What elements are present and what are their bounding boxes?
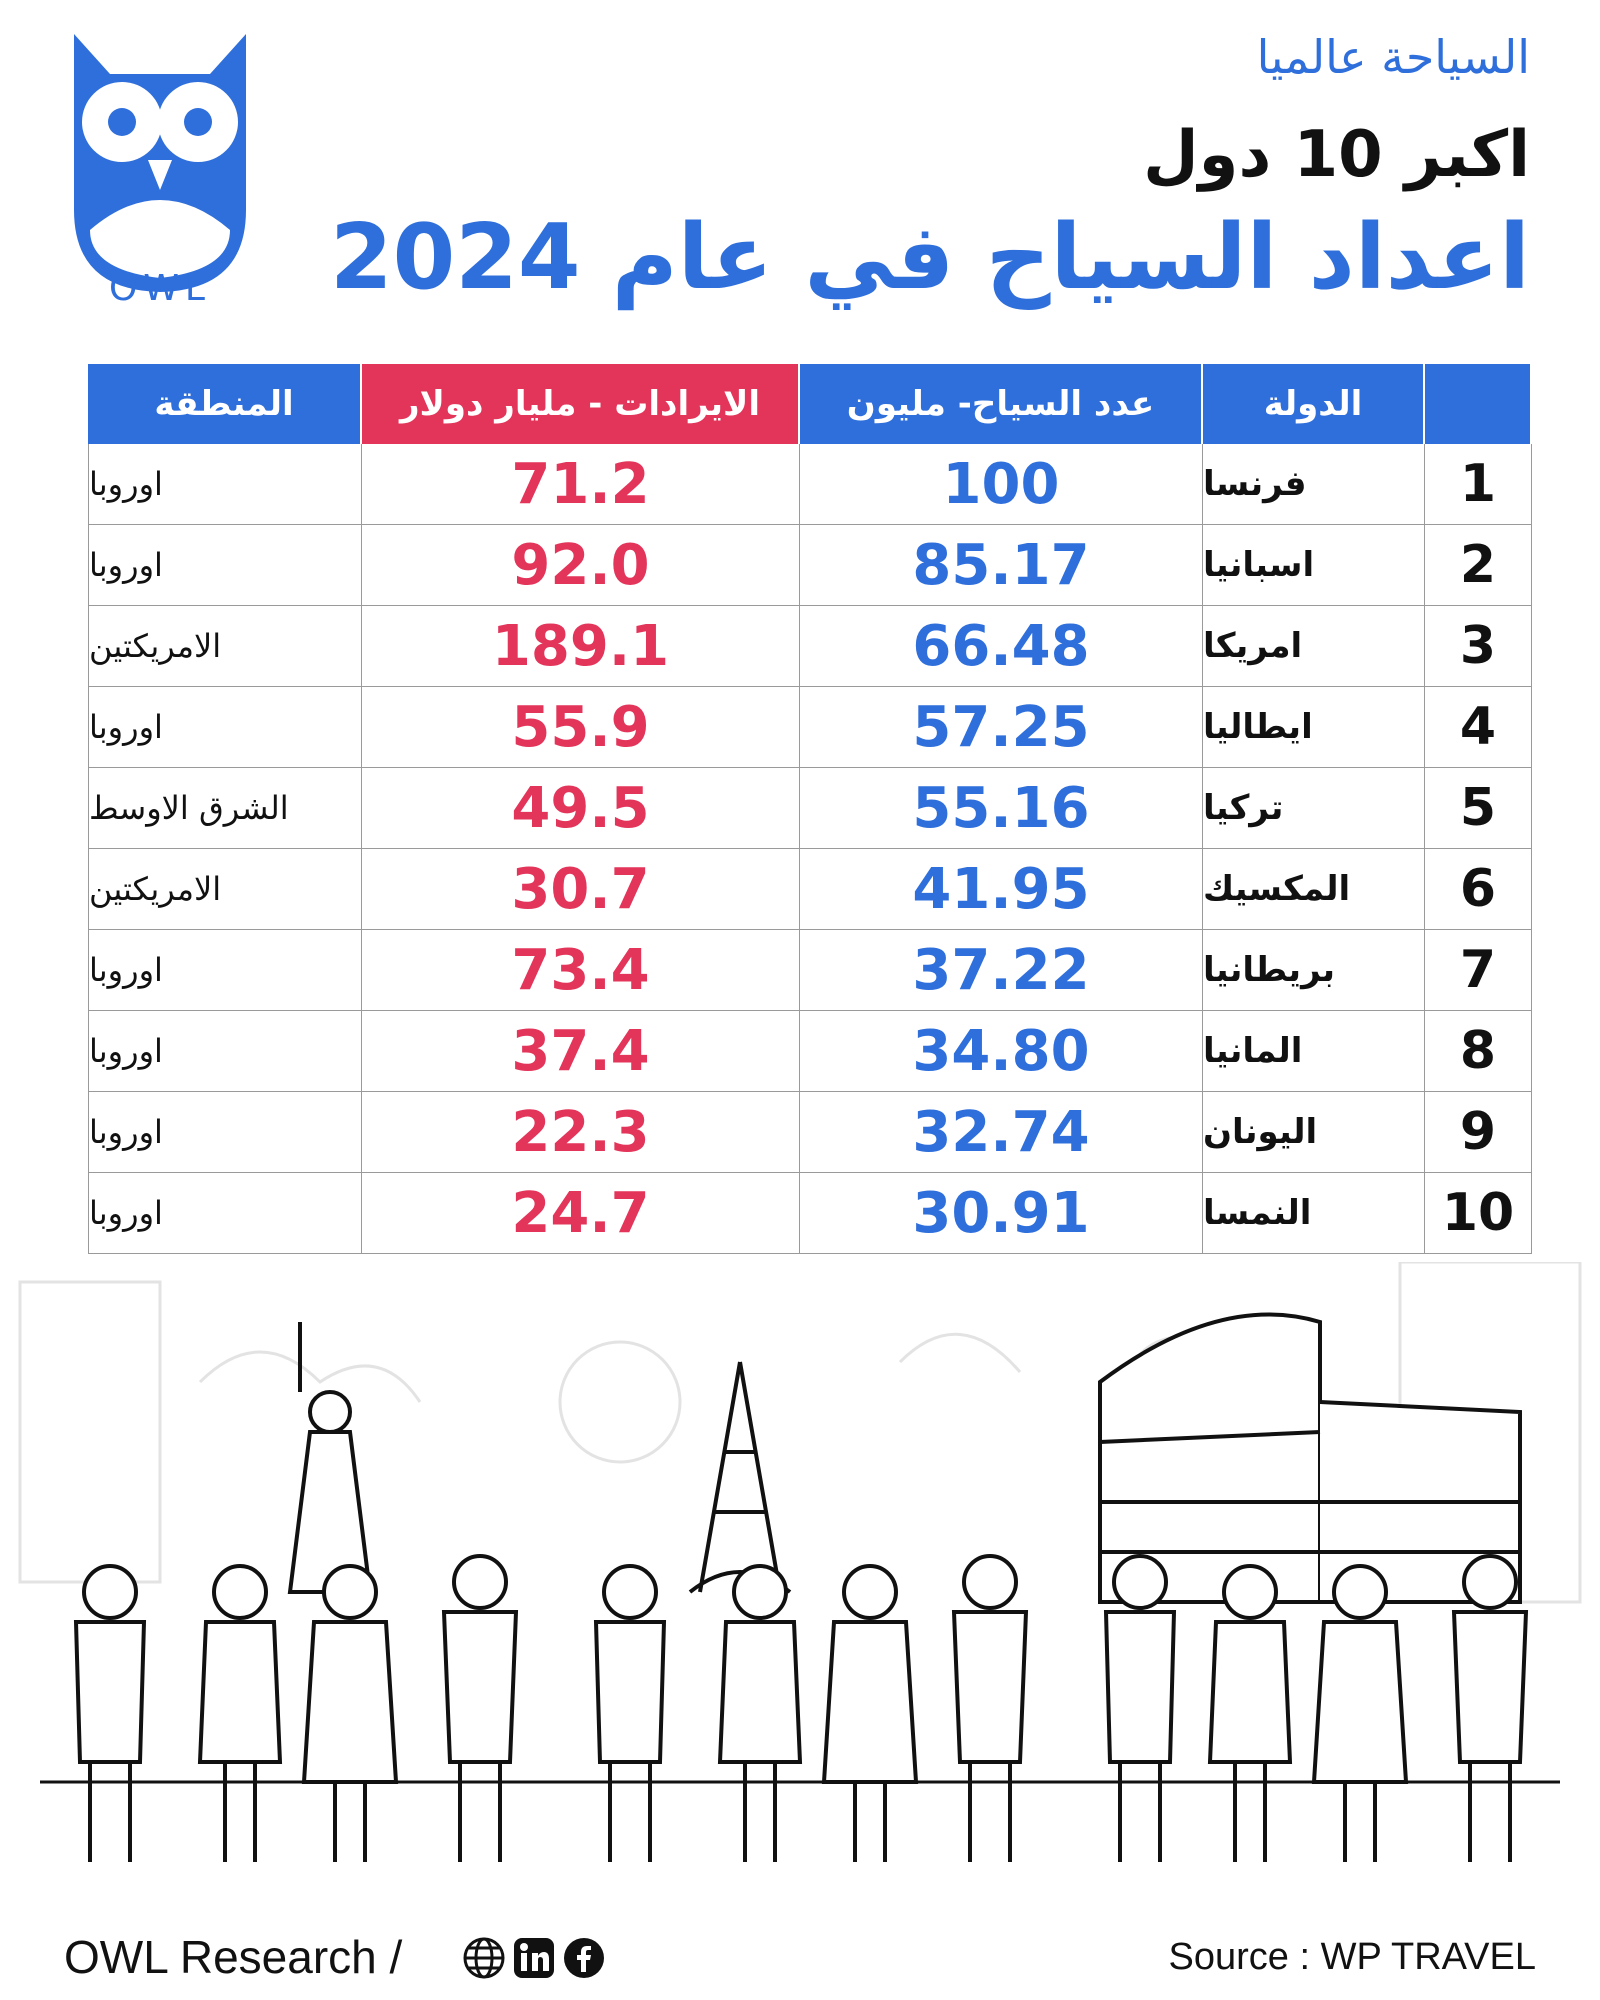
cell-tourists: 37.22 <box>800 930 1203 1011</box>
cell-rank: 7 <box>1425 930 1532 1011</box>
cell-revenue: 22.3 <box>362 1092 800 1173</box>
cell-rank: 9 <box>1425 1092 1532 1173</box>
cell-tourists: 85.17 <box>800 525 1203 606</box>
cell-country: تركيا <box>1203 768 1425 849</box>
header-revenue: الايرادات - مليار دولار <box>362 364 800 444</box>
header-country: الدولة <box>1203 364 1425 444</box>
eiffel-tower-icon <box>690 1362 790 1592</box>
cell-rank: 4 <box>1425 687 1532 768</box>
header-rank <box>1425 364 1532 444</box>
cell-region: اوروبا <box>88 1092 362 1173</box>
cell-country: ايطاليا <box>1203 687 1425 768</box>
page-title: اكبر 10 دول <box>1143 118 1530 192</box>
cell-region: الامريكتين <box>88 606 362 687</box>
footer-source: Source : WP TRAVEL <box>1168 1936 1536 1978</box>
cell-revenue: 73.4 <box>362 930 800 1011</box>
cell-country: فرنسا <box>1203 444 1425 525</box>
tourists-landmarks-illustration <box>0 1262 1600 1902</box>
cell-country: اسبانيا <box>1203 525 1425 606</box>
cell-revenue: 24.7 <box>362 1173 800 1254</box>
cell-region: الامريكتين <box>88 849 362 930</box>
page-subtitle: السياحة عالميا <box>1256 30 1530 84</box>
cell-tourists: 57.25 <box>800 687 1203 768</box>
cell-country: اليونان <box>1203 1092 1425 1173</box>
cell-country: المكسيك <box>1203 849 1425 930</box>
cell-tourists: 41.95 <box>800 849 1203 930</box>
cell-revenue: 30.7 <box>362 849 800 930</box>
cell-tourists: 100 <box>800 444 1203 525</box>
cell-region: اوروبا <box>88 444 362 525</box>
cell-region: اوروبا <box>88 930 362 1011</box>
cell-tourists: 66.48 <box>800 606 1203 687</box>
cell-tourists: 34.80 <box>800 1011 1203 1092</box>
cell-revenue: 49.5 <box>362 768 800 849</box>
cell-region: الشرق الاوسط <box>88 768 362 849</box>
page-title-2: اعداد السياح في عام 2024 <box>329 205 1530 310</box>
cell-revenue: 71.2 <box>362 444 800 525</box>
cell-revenue: 37.4 <box>362 1011 800 1092</box>
colosseum-icon <box>1100 1315 1520 1603</box>
cell-country: امريكا <box>1203 606 1425 687</box>
globe-icon[interactable] <box>462 1936 506 1980</box>
header-region: المنطقة <box>88 364 362 444</box>
cell-rank: 5 <box>1425 768 1532 849</box>
header-tourists: عدد السياح- مليون <box>800 364 1203 444</box>
cell-revenue: 55.9 <box>362 687 800 768</box>
cell-revenue: 189.1 <box>362 606 800 687</box>
cell-country: بريطانيا <box>1203 930 1425 1011</box>
logo-text: OWL <box>109 268 211 309</box>
tourism-table <box>88 364 1532 1258</box>
cell-tourists: 32.74 <box>800 1092 1203 1173</box>
statue-of-liberty-icon <box>290 1322 370 1592</box>
cell-region: اوروبا <box>88 687 362 768</box>
cell-region: اوروبا <box>88 525 362 606</box>
cell-rank: 1 <box>1425 444 1532 525</box>
cell-region: اوروبا <box>88 1011 362 1092</box>
cell-rank: 6 <box>1425 849 1532 930</box>
cell-tourists: 30.91 <box>800 1173 1203 1254</box>
cell-revenue: 92.0 <box>362 525 800 606</box>
cell-rank: 10 <box>1425 1173 1532 1254</box>
cell-rank: 8 <box>1425 1011 1532 1092</box>
cell-country: المانيا <box>1203 1011 1425 1092</box>
cell-rank: 2 <box>1425 525 1532 606</box>
cell-tourists: 55.16 <box>800 768 1203 849</box>
linkedin-icon[interactable] <box>512 1936 556 1980</box>
cell-region: اوروبا <box>88 1173 362 1254</box>
cell-rank: 3 <box>1425 606 1532 687</box>
facebook-icon[interactable] <box>562 1936 606 1980</box>
footer-brand: OWL Research / <box>64 1931 403 1983</box>
cell-country: النمسا <box>1203 1173 1425 1254</box>
